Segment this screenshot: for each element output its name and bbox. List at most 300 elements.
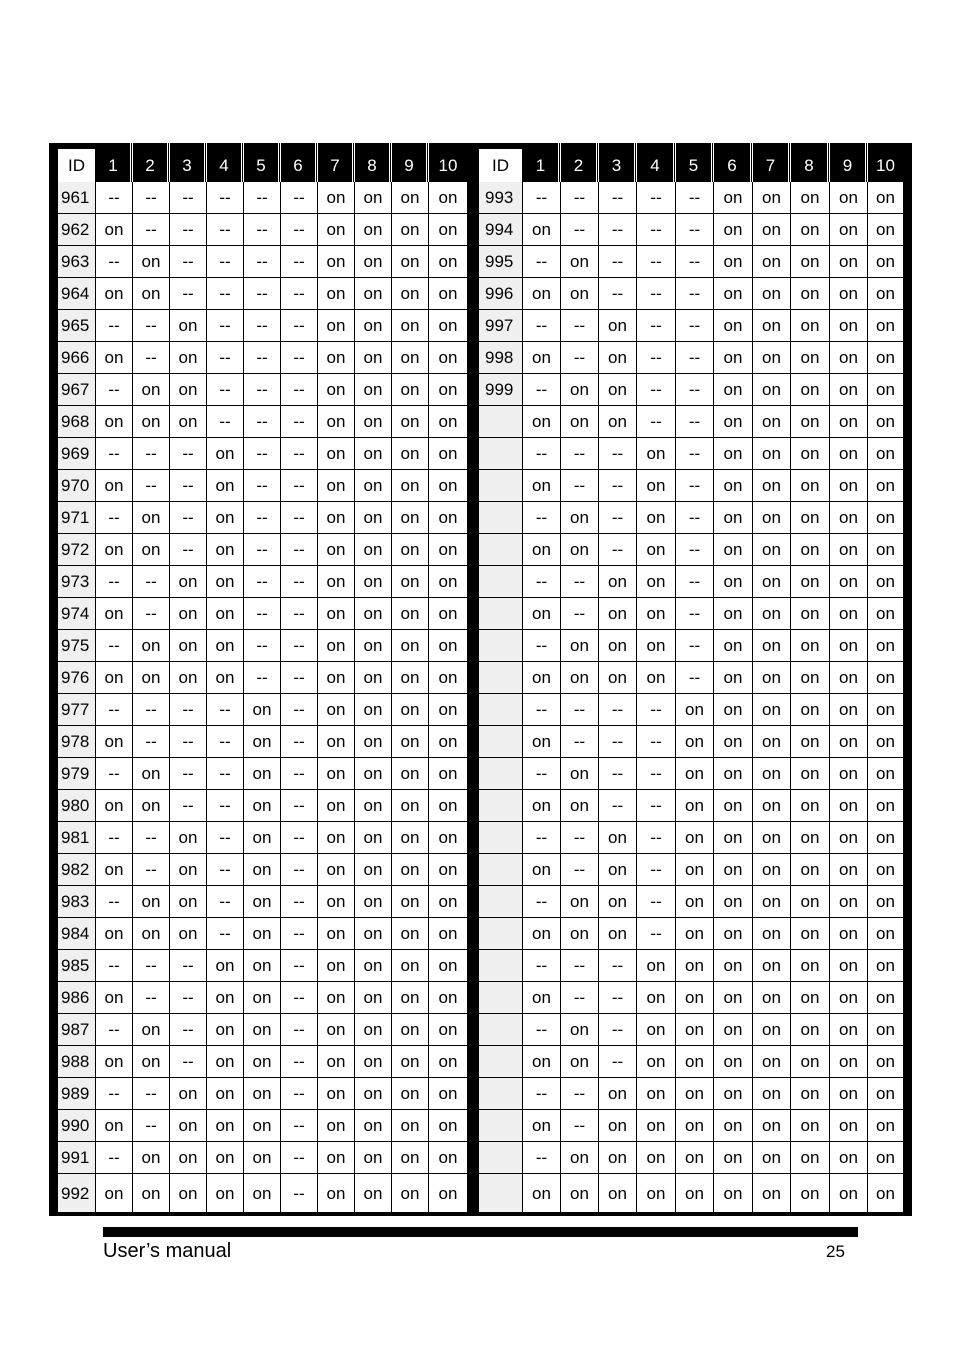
switch-cell: -- — [523, 1014, 561, 1046]
switch-cell: on — [676, 982, 714, 1014]
switch-cell: on — [392, 1142, 429, 1174]
switch-cell: on — [523, 598, 561, 630]
switch-cell: on — [392, 662, 429, 694]
switch-cell: on — [207, 1142, 244, 1174]
switch-cell: on — [830, 566, 868, 598]
switch-cell: -- — [170, 534, 207, 566]
switch-cell: on — [170, 662, 207, 694]
switch-cell: on — [830, 214, 868, 246]
table-row — [58, 310, 467, 342]
switch-cell: on — [599, 854, 637, 886]
switch-cell: on — [868, 566, 903, 598]
switch-cell: on — [714, 758, 753, 790]
switch-cell: on — [133, 1142, 170, 1174]
switch-cell: on — [244, 982, 281, 1014]
switch-cell: on — [96, 726, 133, 758]
switch-cell: on — [244, 886, 281, 918]
switch-cell: on — [96, 278, 133, 310]
switch-cell: -- — [676, 438, 714, 470]
switch-cell: on — [392, 1174, 429, 1212]
switch-cell: -- — [676, 406, 714, 438]
row-id — [479, 534, 523, 566]
table-row — [479, 790, 903, 822]
switch-cell: on — [392, 886, 429, 918]
switch-cell: -- — [133, 822, 170, 854]
switch-cell: on — [791, 566, 830, 598]
switch-cell: on — [133, 246, 170, 278]
switch-cell: -- — [170, 950, 207, 982]
switch-cell: on — [392, 598, 429, 630]
switch-cell: on — [244, 854, 281, 886]
header-col-4: 4 — [207, 143, 244, 182]
switch-cell: -- — [523, 630, 561, 662]
switch-cell: on — [637, 662, 676, 694]
switch-cell: -- — [281, 598, 318, 630]
header-col-1: 1 — [523, 143, 561, 182]
switch-cell: on — [355, 406, 392, 438]
switch-cell: on — [868, 470, 903, 502]
switch-cell: -- — [133, 854, 170, 886]
switch-cell: -- — [281, 1110, 318, 1142]
row-id: 975 — [58, 630, 96, 662]
switch-cell: on — [429, 1078, 467, 1110]
table-row — [479, 662, 903, 694]
table-row — [479, 630, 903, 662]
switch-cell: on — [561, 758, 599, 790]
switch-cell: -- — [96, 502, 133, 534]
table-row — [479, 918, 903, 950]
switch-cell: -- — [561, 1078, 599, 1110]
switch-cell: on — [753, 1110, 791, 1142]
switch-cell: on — [318, 1110, 355, 1142]
switch-cell: on — [753, 342, 791, 374]
switch-cell: -- — [170, 502, 207, 534]
switch-cell: -- — [281, 1046, 318, 1078]
switch-cell: on — [244, 1046, 281, 1078]
switch-cell: on — [753, 1174, 791, 1212]
switch-cell: on — [830, 374, 868, 406]
switch-cell: on — [207, 566, 244, 598]
row-id: 976 — [58, 662, 96, 694]
switch-cell: on — [523, 342, 561, 374]
table-row — [479, 822, 903, 854]
switch-cell: on — [753, 438, 791, 470]
row-id — [479, 1046, 523, 1078]
row-id — [479, 662, 523, 694]
switch-cell: -- — [244, 310, 281, 342]
table-row — [58, 662, 467, 694]
switch-cell: on — [599, 598, 637, 630]
switch-cell: on — [637, 438, 676, 470]
switch-cell: on — [429, 1142, 467, 1174]
switch-cell: on — [676, 886, 714, 918]
row-id — [479, 1078, 523, 1110]
switch-cell: on — [244, 694, 281, 726]
switch-cell: on — [429, 822, 467, 854]
switch-cell: on — [429, 982, 467, 1014]
switch-cell: on — [868, 374, 903, 406]
switch-cell: -- — [676, 534, 714, 566]
switch-cell: -- — [96, 694, 133, 726]
id-table-right — [479, 143, 903, 1212]
switch-cell: on — [753, 790, 791, 822]
switch-cell: -- — [170, 470, 207, 502]
row-id: 963 — [58, 246, 96, 278]
switch-cell: -- — [133, 950, 170, 982]
footer-rule — [103, 1227, 858, 1237]
switch-cell: on — [523, 1046, 561, 1078]
switch-cell: on — [355, 982, 392, 1014]
switch-cell: on — [791, 1110, 830, 1142]
switch-cell: on — [244, 950, 281, 982]
switch-cell: -- — [133, 214, 170, 246]
switch-cell: -- — [170, 1014, 207, 1046]
table-row — [58, 470, 467, 502]
switch-cell: on — [523, 790, 561, 822]
switch-cell: on — [868, 982, 903, 1014]
switch-cell: -- — [244, 342, 281, 374]
switch-cell: on — [561, 886, 599, 918]
row-id: 974 — [58, 598, 96, 630]
header-col-9: 9 — [830, 143, 868, 182]
switch-cell: on — [392, 278, 429, 310]
switch-cell: on — [318, 374, 355, 406]
switch-cell: on — [868, 278, 903, 310]
switch-cell: -- — [281, 1142, 318, 1174]
switch-cell: -- — [281, 534, 318, 566]
row-id — [479, 438, 523, 470]
switch-cell: -- — [637, 214, 676, 246]
switch-cell: on — [96, 342, 133, 374]
switch-cell: on — [676, 726, 714, 758]
switch-cell: on — [318, 950, 355, 982]
switch-cell: on — [791, 214, 830, 246]
switch-cell: on — [714, 1014, 753, 1046]
switch-cell: on — [791, 886, 830, 918]
table-row — [58, 790, 467, 822]
switch-cell: on — [791, 950, 830, 982]
switch-cell: on — [392, 182, 429, 214]
switch-cell: -- — [281, 950, 318, 982]
switch-cell: -- — [244, 278, 281, 310]
switch-cell: on — [830, 342, 868, 374]
switch-cell: on — [133, 758, 170, 790]
switch-cell: -- — [207, 694, 244, 726]
switch-cell: -- — [637, 854, 676, 886]
header-col-9: 9 — [392, 143, 429, 182]
switch-cell: -- — [676, 598, 714, 630]
row-id: 987 — [58, 1014, 96, 1046]
switch-cell: on — [637, 982, 676, 1014]
row-id — [479, 886, 523, 918]
switch-cell: on — [753, 470, 791, 502]
switch-cell: on — [637, 1014, 676, 1046]
switch-cell: on — [244, 1142, 281, 1174]
switch-cell: on — [791, 790, 830, 822]
switch-cell: -- — [523, 246, 561, 278]
switch-cell: -- — [170, 790, 207, 822]
header-col-2: 2 — [561, 143, 599, 182]
row-id: 998 — [479, 342, 523, 374]
switch-cell: -- — [523, 374, 561, 406]
switch-cell: -- — [170, 214, 207, 246]
switch-cell: -- — [170, 182, 207, 214]
table-row — [58, 982, 467, 1014]
row-id: 973 — [58, 566, 96, 598]
switch-cell: on — [355, 886, 392, 918]
switch-cell: -- — [561, 214, 599, 246]
switch-cell: -- — [281, 278, 318, 310]
switch-cell: on — [355, 1142, 392, 1174]
table-row — [58, 438, 467, 470]
switch-cell: on — [318, 726, 355, 758]
switch-cell: -- — [599, 726, 637, 758]
switch-cell: on — [429, 758, 467, 790]
switch-cell: on — [561, 918, 599, 950]
switch-cell: -- — [281, 438, 318, 470]
switch-cell: -- — [133, 310, 170, 342]
switch-cell: -- — [281, 246, 318, 278]
switch-cell: on — [830, 662, 868, 694]
switch-cell: -- — [637, 278, 676, 310]
switch-cell: on — [868, 694, 903, 726]
switch-cell: -- — [207, 886, 244, 918]
switch-cell: on — [753, 214, 791, 246]
switch-cell: -- — [523, 566, 561, 598]
switch-cell: on — [791, 630, 830, 662]
switch-cell: on — [429, 1014, 467, 1046]
switch-cell: -- — [133, 566, 170, 598]
row-id: 983 — [58, 886, 96, 918]
row-id: 996 — [479, 278, 523, 310]
row-id: 995 — [479, 246, 523, 278]
switch-cell: on — [244, 918, 281, 950]
switch-cell: -- — [96, 1142, 133, 1174]
switch-cell: on — [318, 342, 355, 374]
switch-cell: on — [207, 630, 244, 662]
switch-cell: -- — [133, 438, 170, 470]
switch-cell: on — [392, 342, 429, 374]
table-row — [479, 950, 903, 982]
switch-cell: on — [868, 534, 903, 566]
switch-cell: on — [170, 822, 207, 854]
switch-cell: on — [170, 1078, 207, 1110]
header-col-8: 8 — [355, 143, 392, 182]
switch-cell: -- — [637, 758, 676, 790]
switch-cell: on — [561, 534, 599, 566]
switch-cell: on — [207, 982, 244, 1014]
switch-cell: on — [561, 1142, 599, 1174]
switch-cell: on — [753, 1014, 791, 1046]
switch-cell: on — [392, 822, 429, 854]
switch-cell: on — [714, 1142, 753, 1174]
switch-cell: on — [830, 502, 868, 534]
table-row — [479, 1174, 903, 1212]
switch-cell: on — [429, 502, 467, 534]
table-row — [58, 534, 467, 566]
row-id: 964 — [58, 278, 96, 310]
switch-cell: on — [753, 598, 791, 630]
switch-cell: -- — [637, 310, 676, 342]
switch-cell: on — [96, 406, 133, 438]
table-row — [479, 310, 903, 342]
switch-cell: -- — [676, 310, 714, 342]
header-col-8: 8 — [791, 143, 830, 182]
row-id — [479, 470, 523, 502]
switch-cell: -- — [561, 310, 599, 342]
switch-cell: on — [429, 214, 467, 246]
switch-cell: on — [868, 950, 903, 982]
switch-cell: -- — [561, 470, 599, 502]
switch-cell: on — [429, 470, 467, 502]
switch-cell: -- — [96, 630, 133, 662]
switch-cell: on — [791, 1046, 830, 1078]
switch-cell: -- — [281, 726, 318, 758]
switch-cell: on — [830, 438, 868, 470]
switch-cell: on — [830, 758, 868, 790]
table-row — [58, 950, 467, 982]
header-col-5: 5 — [676, 143, 714, 182]
switch-cell: -- — [281, 886, 318, 918]
switch-cell: on — [676, 790, 714, 822]
switch-cell: on — [714, 726, 753, 758]
switch-cell: on — [714, 790, 753, 822]
switch-cell: -- — [170, 438, 207, 470]
header-col-2: 2 — [133, 143, 170, 182]
switch-cell: on — [355, 726, 392, 758]
header-id: ID — [479, 143, 523, 182]
switch-cell: -- — [637, 886, 676, 918]
switch-cell: on — [791, 1078, 830, 1110]
switch-cell: on — [791, 182, 830, 214]
switch-cell: on — [133, 1014, 170, 1046]
switch-cell: on — [523, 406, 561, 438]
switch-cell: -- — [281, 854, 318, 886]
row-id: 986 — [58, 982, 96, 1014]
switch-cell: on — [753, 950, 791, 982]
row-id: 970 — [58, 470, 96, 502]
row-id — [479, 598, 523, 630]
switch-cell: on — [753, 982, 791, 1014]
switch-cell: -- — [96, 1014, 133, 1046]
table-row — [479, 1110, 903, 1142]
table-row — [58, 374, 467, 406]
row-id — [479, 406, 523, 438]
footer-title: User’s manual — [103, 1240, 232, 1262]
switch-cell: on — [753, 310, 791, 342]
switch-cell: on — [429, 182, 467, 214]
switch-cell: on — [392, 310, 429, 342]
switch-cell: on — [753, 886, 791, 918]
switch-cell: -- — [207, 854, 244, 886]
switch-cell: on — [133, 630, 170, 662]
switch-cell: on — [355, 534, 392, 566]
switch-cell: on — [791, 374, 830, 406]
switch-cell: on — [170, 566, 207, 598]
switch-cell: on — [561, 790, 599, 822]
switch-cell: on — [244, 1014, 281, 1046]
row-id: 993 — [479, 182, 523, 214]
switch-cell: on — [753, 566, 791, 598]
table-row — [479, 342, 903, 374]
switch-cell: on — [392, 854, 429, 886]
switch-cell: on — [170, 1142, 207, 1174]
switch-cell: on — [318, 918, 355, 950]
table-header-row — [58, 143, 467, 182]
switch-cell: on — [170, 406, 207, 438]
switch-cell: -- — [599, 246, 637, 278]
switch-cell: -- — [96, 310, 133, 342]
switch-cell: -- — [244, 406, 281, 438]
switch-cell: on — [676, 758, 714, 790]
switch-cell: -- — [523, 182, 561, 214]
switch-cell: on — [392, 374, 429, 406]
switch-cell: on — [791, 534, 830, 566]
switch-cell: on — [355, 182, 392, 214]
switch-cell: -- — [637, 918, 676, 950]
switch-cell: on — [714, 886, 753, 918]
switch-cell: on — [753, 182, 791, 214]
switch-cell: on — [714, 534, 753, 566]
table-row — [58, 342, 467, 374]
switch-cell: on — [599, 1110, 637, 1142]
switch-cell: -- — [281, 758, 318, 790]
switch-cell: on — [830, 278, 868, 310]
switch-cell: -- — [599, 438, 637, 470]
switch-cell: -- — [561, 598, 599, 630]
switch-cell: -- — [637, 342, 676, 374]
table-row — [58, 630, 467, 662]
row-id: 984 — [58, 918, 96, 950]
switch-cell: on — [170, 310, 207, 342]
table-row — [58, 886, 467, 918]
row-id — [479, 566, 523, 598]
switch-cell: on — [561, 406, 599, 438]
switch-cell: on — [830, 1046, 868, 1078]
switch-cell: -- — [561, 182, 599, 214]
switch-cell: on — [392, 246, 429, 278]
switch-cell: on — [791, 406, 830, 438]
switch-cell: on — [170, 598, 207, 630]
switch-cell: on — [318, 790, 355, 822]
switch-cell: on — [714, 246, 753, 278]
switch-cell: on — [355, 374, 392, 406]
switch-cell: on — [207, 662, 244, 694]
switch-cell: on — [868, 438, 903, 470]
switch-cell: on — [791, 470, 830, 502]
row-id — [479, 982, 523, 1014]
switch-cell: -- — [637, 822, 676, 854]
switch-cell: on — [868, 886, 903, 918]
switch-cell: on — [637, 630, 676, 662]
table-row — [479, 854, 903, 886]
switch-cell: on — [133, 406, 170, 438]
switch-cell: on — [637, 598, 676, 630]
row-id — [479, 1142, 523, 1174]
switch-cell: on — [96, 1174, 133, 1212]
switch-cell: on — [523, 982, 561, 1014]
switch-cell: on — [599, 342, 637, 374]
switch-cell: on — [429, 566, 467, 598]
switch-cell: on — [791, 758, 830, 790]
switch-cell: on — [170, 374, 207, 406]
switch-cell: -- — [96, 374, 133, 406]
switch-cell: on — [429, 694, 467, 726]
switch-cell: -- — [281, 1174, 318, 1212]
table-row — [479, 182, 903, 214]
switch-cell: on — [96, 470, 133, 502]
switch-cell: on — [96, 598, 133, 630]
